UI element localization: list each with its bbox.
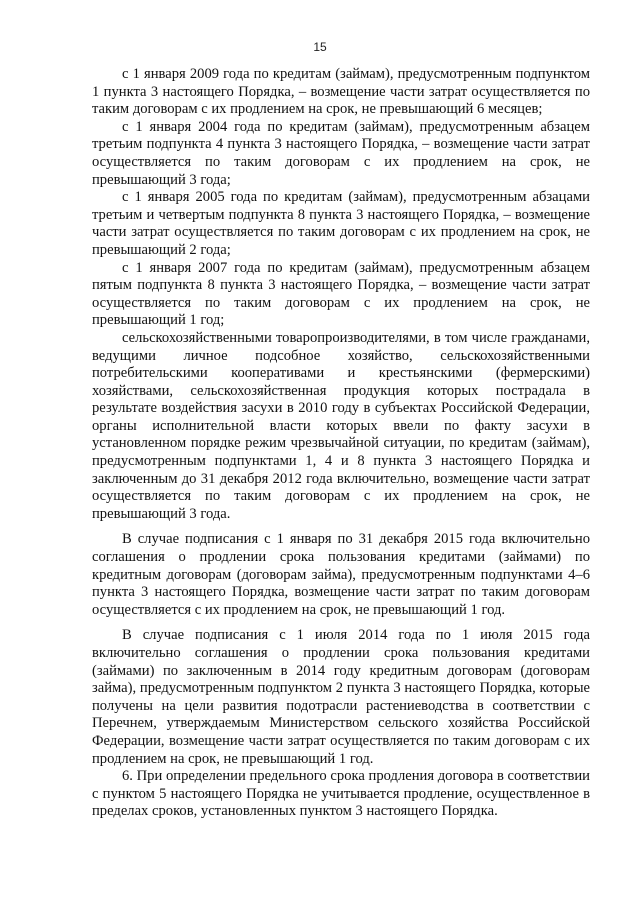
document-body: [92, 66, 590, 821]
page-number: 15: [313, 40, 327, 54]
paragraph-signing-2015: В случае подписания с 1 января по 31 декабря 2015 года включительно соглашения о продлении срока пользования кредитами (займами) по кредитным договорам (договорам займа), предусмотренным подпунктами 4–6 пункта 3 настоящего Порядка, возмещение части затрат по таким договорам осуществляется с их продлением на срок, не превышающий 1 год.: [92, 531, 590, 618]
paragraph-item-6: 6. При определении предельного срока продления договора в соответствии с пунктом 5 настоящего Порядка не учитывается продление, осуществленное в пределах сроков, установленных пунктом 3 настоящего Порядка.: [92, 768, 590, 820]
paragraph-credit-2005: с 1 января 2005 года по кредитам (займам), предусмотренным абзацами третьим и четвертым подпункта 8 пункта 3 настоящего Порядка, – возмещение части затрат осуществляется по таким договорам с их продлением на срок, не превышающий 2 года;: [92, 189, 590, 258]
paragraph-credit-2009: с 1 января 2009 года по кредитам (займам), предусмотренным подпунктом 1 пункта 3 настоящего Порядка, – возмещение части затрат осуществляется по таким договорам с их продлением на срок, не превышающий 6 месяцев;: [92, 66, 590, 118]
paragraph-signing-2014: В случае подписания с 1 июля 2014 года по 1 июля 2015 года включительно соглашения о продлении срока пользования кредитами (займами) по заключенным в 2014 году кредитным договорам (договорам займа), предусмотренным подпунктом 2 пункта 3 настоящего Порядка, которые получены на цели развития подотрасли растениеводства в соответствии с Перечнем, утверждаемым Министерством сельского хозяйства Российской Федерации, возмещение части затрат осуществляется по таким договорам с их продлением на срок, не превышающий 1 год.: [92, 627, 590, 767]
paragraph-credit-2004: с 1 января 2004 года по кредитам (займам), предусмотренным абзацем третьим подпункта 4 пункта 3 настоящего Порядка, – возмещение части затрат осуществляется по таким договорам с их продлением на срок, не превышающий 3 года;: [92, 118, 590, 188]
paragraph-credit-2007: с 1 января 2007 года по кредитам (займам), предусмотренным абзацем пятым подпункта 8 пункта 3 настоящего Порядка, – возмещение части затрат осуществляется по таким договорам с их продлением на срок, не превышающий 1 год;: [92, 259, 590, 329]
paragraph-drought-2010: сельскохозяйственными товаропроизводителями, в том числе гражданами, ведущими личное подсобное хозяйство, сельскохозяйственными потребительскими кооперативами и крестьянскими (фермерскими) хозяйствами, сельскохозяйственная продукция которых пострадала в результате воздействия засухи в 2010 году в субъектах Российской Федерации, органы исполнительной власти которых ввели по факту засухи в установленном порядке режим чрезвычайной ситуации, по кредитам (займам), предусмотренным подпунктами 1, 4 и 8 пункта 3 настоящего Порядка и заключенным до 31 декабря 2012 года включительно, возмещение части затрат осуществляется по таким договорам с их продлением на срок, не превышающий 3 года.: [92, 329, 590, 522]
